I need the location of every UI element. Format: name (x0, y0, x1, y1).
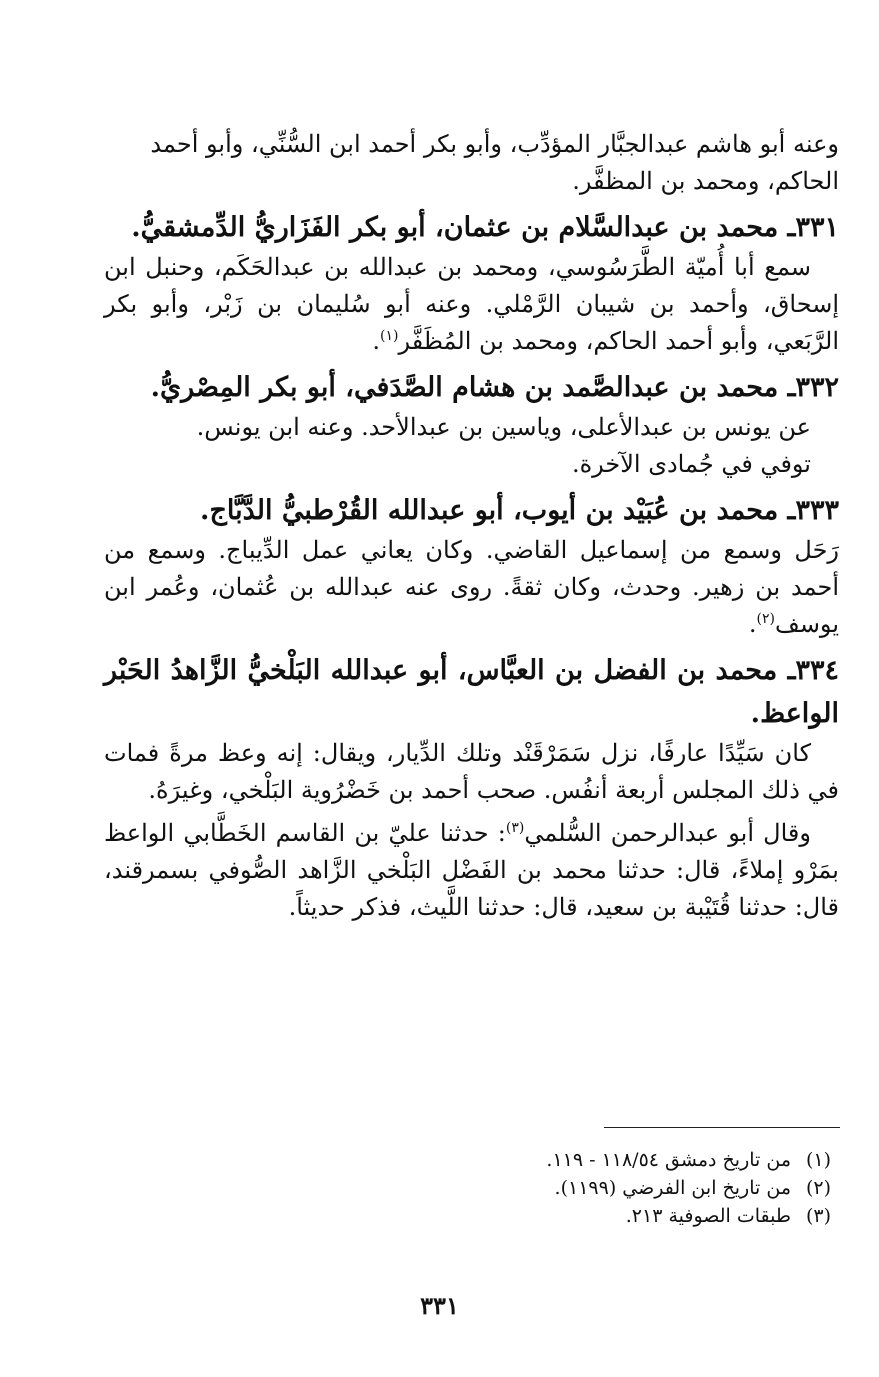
footnote-item (546, 1174, 831, 1202)
footnote-item (546, 1202, 831, 1230)
entry-paragraph-333 (104, 532, 839, 643)
entry-text-334b-start: وقال أبو عبدالرحمن السُّلمي (524, 819, 811, 847)
footnote-item (546, 1146, 831, 1174)
entry-paragraph-332b: توفي في جُمادى الآخرة. (571, 450, 811, 478)
entry-paragraph-334b (104, 815, 839, 926)
footnote-number: (٢) (805, 1177, 831, 1199)
entry-heading-333: ٣٣٣ـ محمد بن عُبَيْد بن أيوب، أبو عبدالله القُرْطبيُّ الدَّبَّاج. (200, 495, 839, 526)
footnote-divider (604, 1127, 840, 1128)
entry-heading-332: ٣٣٢ـ محمد بن عبدالصَّمد بن هشام الصَّدَفي، أبو بكر المِصْريُّ. (150, 372, 839, 403)
entry-heading-334: ٣٣٤ـ محمد بن الفضل بن العبَّاس، أبو عبدالله البَلْخيُّ الزَّاهدُ الحَبْر الواعظ. (104, 655, 839, 729)
footnote-text: طبقات الصوفية ٢١٣. (625, 1205, 791, 1227)
entry-paragraph-334a: كان سَيِّدًا عارفًا، نزل سَمَرْقَنْد وتلك الدِّيار، ويقال: إنه وعظ مرةً فمات في ذلك المجلس أربعة أنفُس. صحب أحمد بن خَضْرُوية البَلْخي، وغيرَهُ. (104, 739, 839, 804)
footnote-number: (٣) (805, 1205, 831, 1227)
footnote-ref-3[interactable]: (٣) (505, 820, 525, 836)
footnote-text: من تاريخ ابن الفرضي (١١٩٩). (554, 1177, 791, 1199)
entry-heading-331: ٣٣١ـ محمد بن عبدالسَّلام بن عثمان، أبو بكر الفَزَاريُّ الدِّمشقيُّ. (131, 212, 839, 243)
footnote-ref-2[interactable]: (٢) (756, 611, 775, 627)
entry-paragraph-332a: عن يونس بن عبدالأعلى، وياسين بن عبدالأحد. وعنه ابن يونس. (196, 413, 811, 441)
footnote-ref-1[interactable]: (١) (380, 328, 399, 344)
page-number: ٣٣١ (420, 1291, 459, 1320)
intro-line-1: وعنه أبو هاشم عبدالجبَّار المؤدِّب، وأبو بكر أحمد ابن السُّنِّي، وأبو أحمد (150, 130, 839, 158)
page-body (104, 126, 839, 932)
footnote-text: من تاريخ دمشق ١١٨/٥٤ - ١١٩. (546, 1149, 791, 1171)
intro-line-2: الحاكم، ومحمد بن المظفَّر. (572, 167, 839, 195)
entry-text-331: سمع أبا أُميّة الطَّرَسُوسي، ومحمد بن عبدالله بن عبدالحَكَم، وحنبل ابن إسحاق، وأحمد بن شيبان الرَّمْلي. وعنه أبو سُليمان بن زَبْر، وأبو بكر الرَّبَعي، وأبو أحمد الحاكم، ومحمد بن المُظَفَّر (104, 253, 839, 355)
entry-text-334b-rest: : حدثنا عليّ بن القاسم الخَطَّابي الواعظ بمَرْو إملاءً، قال: حدثنا محمد بن الفَضْل البَلْخي الزَّاهد الصُّوفي بسمرقند، قال: حدثنا قُتَيْبة بن سعيد، قال: حدثنا اللَّيث، فذكر حديثاً. (104, 819, 839, 921)
footnotes (546, 1146, 831, 1230)
entry-paragraph-331 (104, 249, 839, 360)
footnote-number: (١) (805, 1149, 831, 1171)
entry-text-333: رَحَل وسمع من إسماعيل القاضي. وكان يعاني عمل الدِّيباج. وسمع من أحمد بن زهير. وحدث، وكان ثقةً. روى عنه عبدالله بن عُثمان، وعُمر ابن يوسف (104, 536, 839, 638)
entry-tail-333: . (748, 610, 757, 638)
entry-tail-331: . (372, 327, 380, 355)
intro-paragraph (104, 126, 839, 200)
